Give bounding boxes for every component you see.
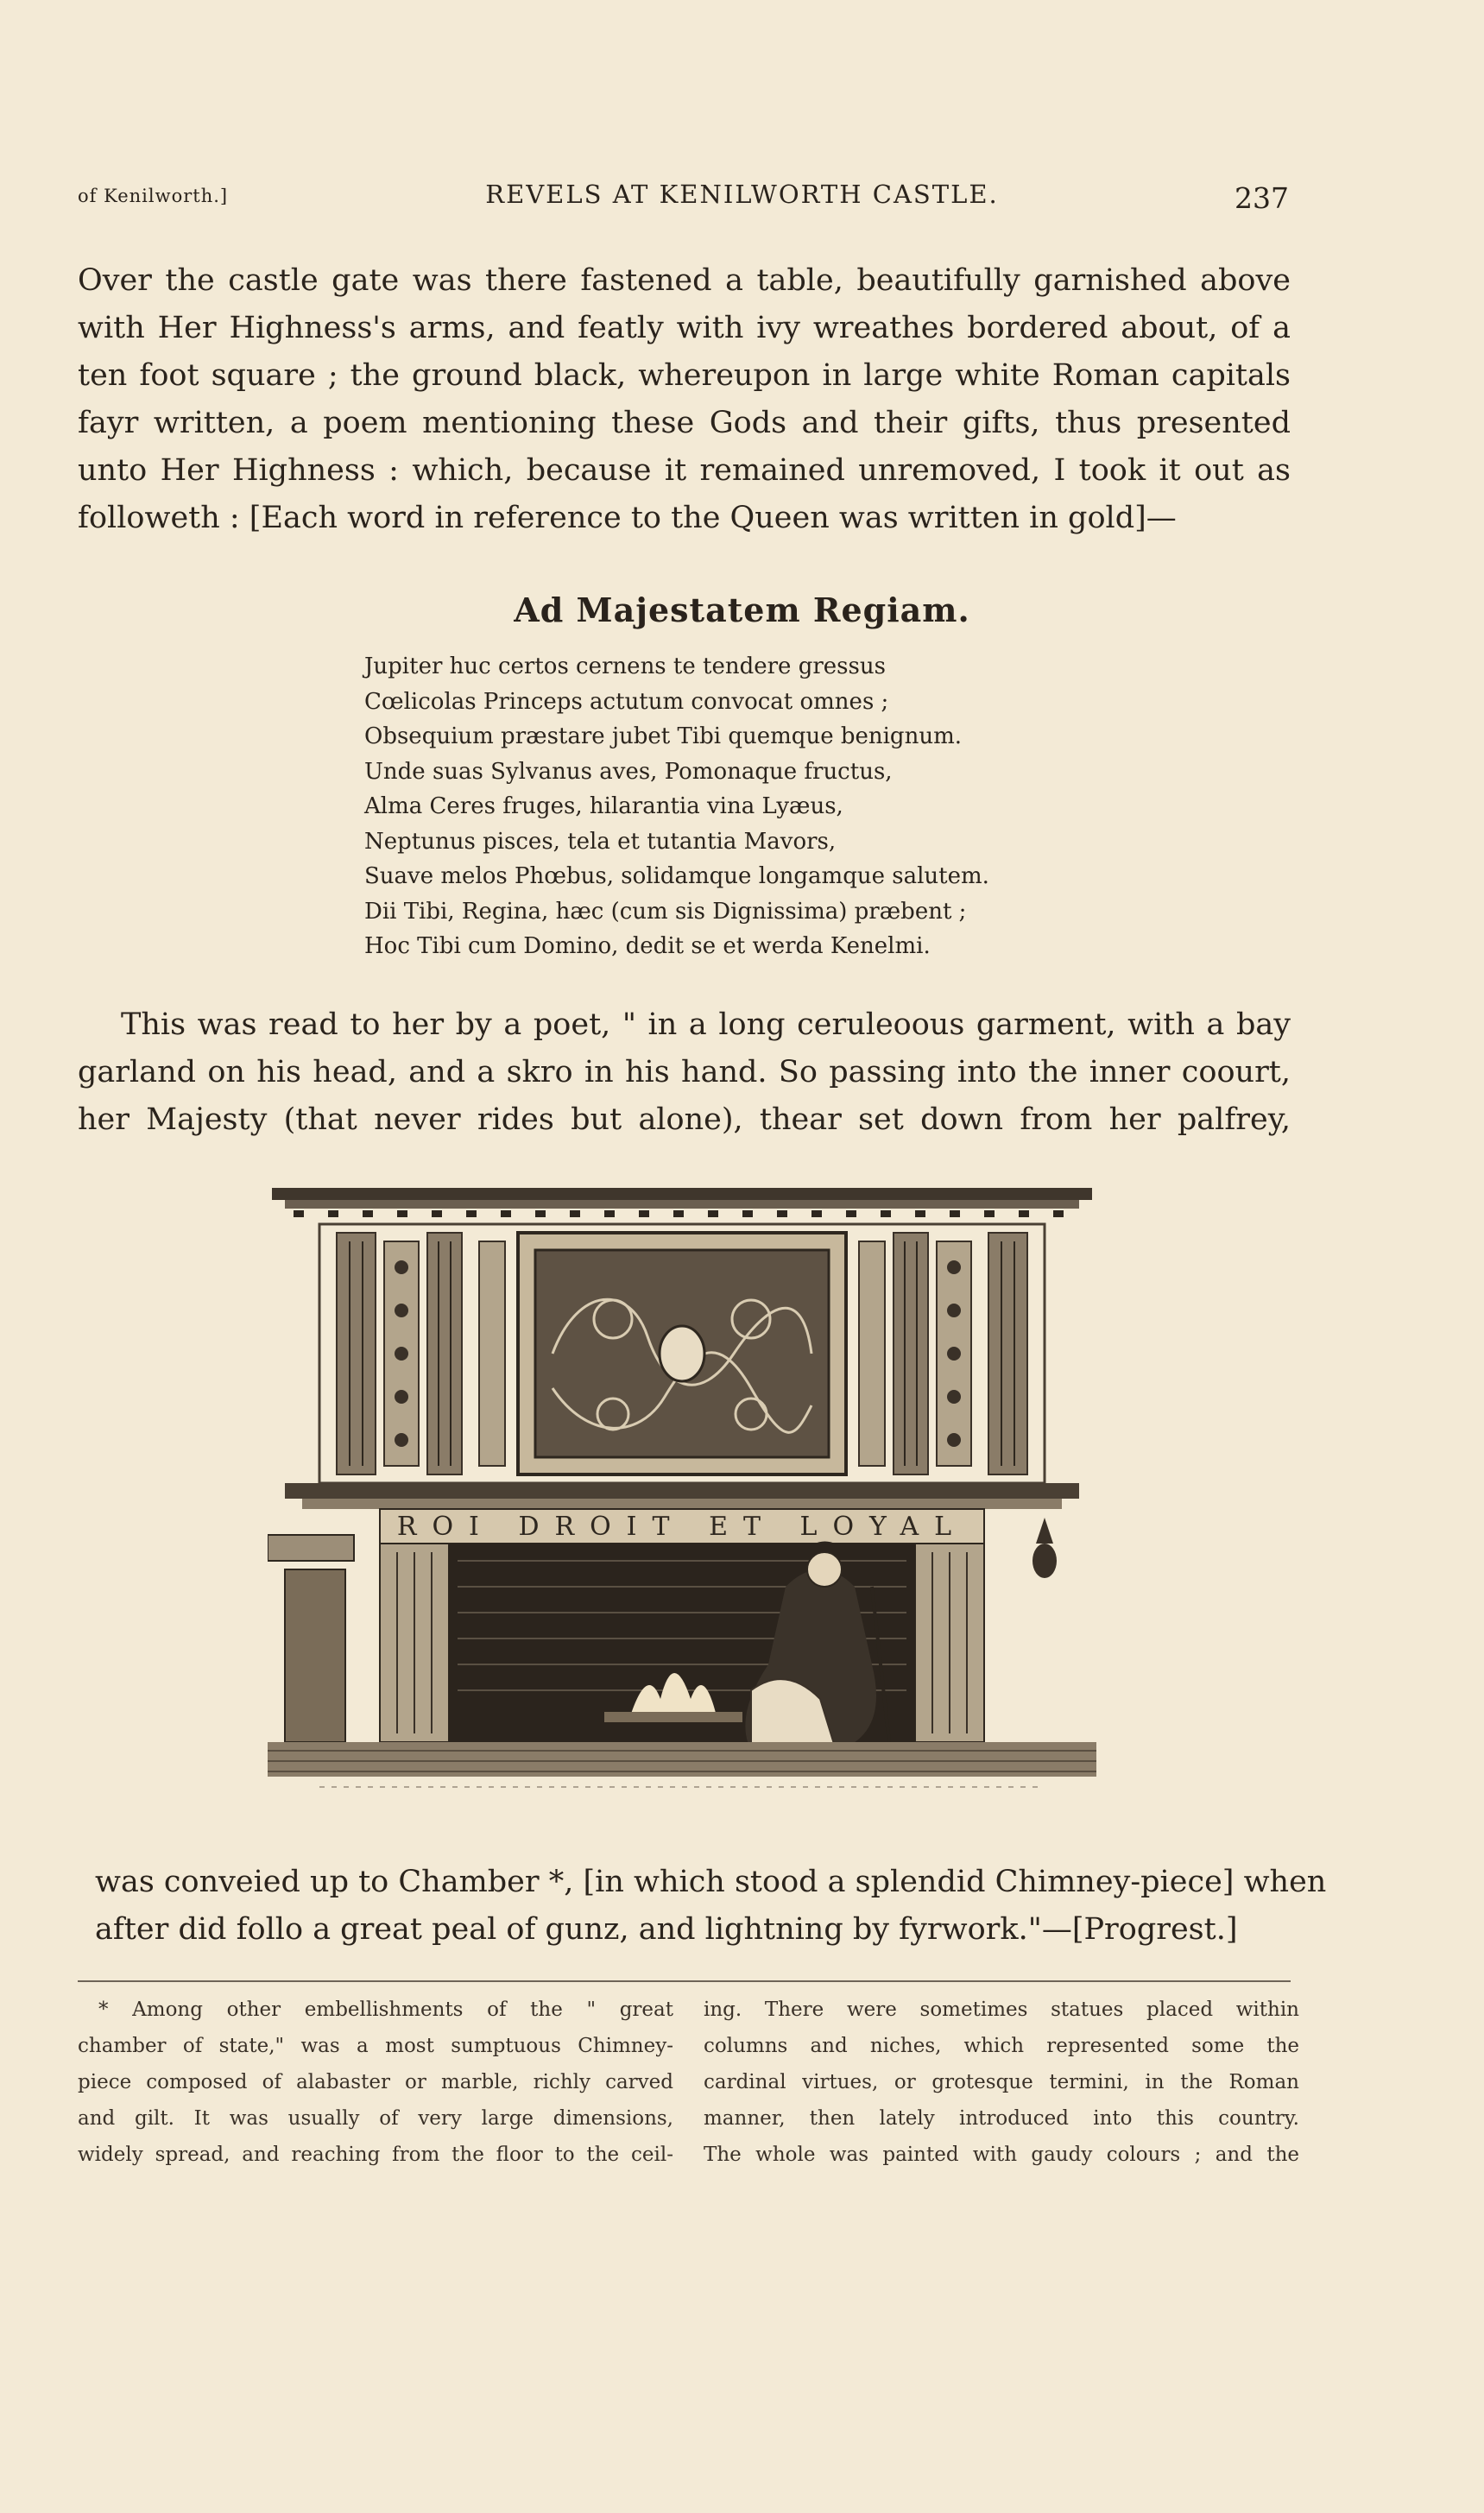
footnote-right-column bbox=[704, 1992, 1299, 2173]
paragraph-castle-gate bbox=[78, 257, 1291, 542]
chimney-piece-engraving bbox=[268, 1181, 1096, 1803]
poem-line: Neptunus pisces, tela et tutantia Mavors, bbox=[364, 828, 837, 855]
paragraph-chamber bbox=[78, 1859, 1327, 1954]
footnote-line: cardinal virtues, or grotesque termini, in the Roman bbox=[704, 2071, 1299, 2093]
poem-line: Alma Ceres fruges, hilarantia vina Lyæus, bbox=[364, 793, 843, 819]
text-line: unto Her Highness : which, because it remained unremoved, I took it out as bbox=[78, 453, 1291, 488]
poem-line: Hoc Tibi cum Domino, dedit se et werda Kenelmi. bbox=[364, 933, 931, 959]
footnote-line: columns and niches, which represented some the bbox=[704, 2035, 1299, 2057]
footnote-line: ing. There were sometimes statues placed within bbox=[704, 1998, 1299, 2021]
footnote-rule bbox=[78, 1980, 1291, 1982]
footnote-line: widely spread, and reaching from the floor to the ceil- bbox=[78, 2144, 673, 2166]
footnote-line: and gilt. It was usually of very large dimensions, bbox=[78, 2107, 673, 2130]
text-line: with Her Highness's arms, and featly with ivy wreathes bordered about, of a bbox=[78, 311, 1291, 345]
footnote-line: chamber of state," was a most sumptuous Chimney- bbox=[78, 2035, 673, 2057]
poem-title: Ad Majestatem Regiam. bbox=[514, 590, 970, 629]
text-line: This was read to her by a poet, " in a long ceruleoous garment, with a bay bbox=[121, 1007, 1291, 1042]
footnote-line: piece composed of alabaster or marble, richly carved bbox=[78, 2071, 673, 2093]
running-header-title: REVELS AT KENILWORTH CASTLE. bbox=[485, 180, 999, 209]
text-line: after did follo a great peal of gunz, and lightning by fyrwork."—[Progrest.] bbox=[95, 1912, 1238, 1947]
poem-line: Jupiter huc certos cernens te tendere gressus bbox=[364, 654, 886, 679]
text-line: garland on his head, and a skro in his hand. So passing into the inner coourt, bbox=[78, 1055, 1291, 1089]
mantel-inscription: ROI DROIT ET LOYAL bbox=[396, 1512, 968, 1542]
footnote-line: * Among other embellishments of the " great bbox=[98, 1998, 673, 2021]
text-line: was conveied up to Chamber *, [in which stood a splendid Chimney-piece] when bbox=[95, 1865, 1327, 1899]
page-number: 237 bbox=[1235, 181, 1289, 215]
running-header-left: of Kenilworth.] bbox=[78, 186, 229, 206]
latin-poem bbox=[364, 649, 989, 964]
poem-line: Cœlicolas Princeps actutum convocat omnes ; bbox=[364, 688, 889, 715]
text-line: Over the castle gate was there fastened a table, beautifully garnished above bbox=[78, 263, 1291, 298]
text-line: her Majesty (that never rides but alone), thear set down from her palfrey, bbox=[78, 1102, 1291, 1137]
footnote-line: The whole was painted with gaudy colours ; and the bbox=[704, 2144, 1299, 2166]
poem-line: Unde suas Sylvanus aves, Pomonaque fructus, bbox=[364, 758, 893, 785]
footnote-left-column bbox=[78, 1992, 673, 2173]
text-line: ten foot square ; the ground black, whereupon in large white Roman capitals bbox=[78, 358, 1291, 393]
text-line: followeth : [Each word in reference to the Queen was written in gold]— bbox=[78, 501, 1177, 535]
text-line: fayr written, a poem mentioning these Gods and their gifts, thus presented bbox=[78, 406, 1291, 440]
poem-line: Dii Tibi, Regina, hæc (cum sis Dignissima) præbent ; bbox=[364, 898, 967, 925]
paragraph-poet bbox=[78, 1001, 1291, 1144]
poem-line: Suave melos Phœbus, solidamque longamque salutem. bbox=[364, 863, 989, 889]
footnote-line: manner, then lately introduced into this country. bbox=[704, 2107, 1299, 2130]
poem-line: Obsequium præstare jubet Tibi quemque benignum. bbox=[364, 723, 962, 749]
